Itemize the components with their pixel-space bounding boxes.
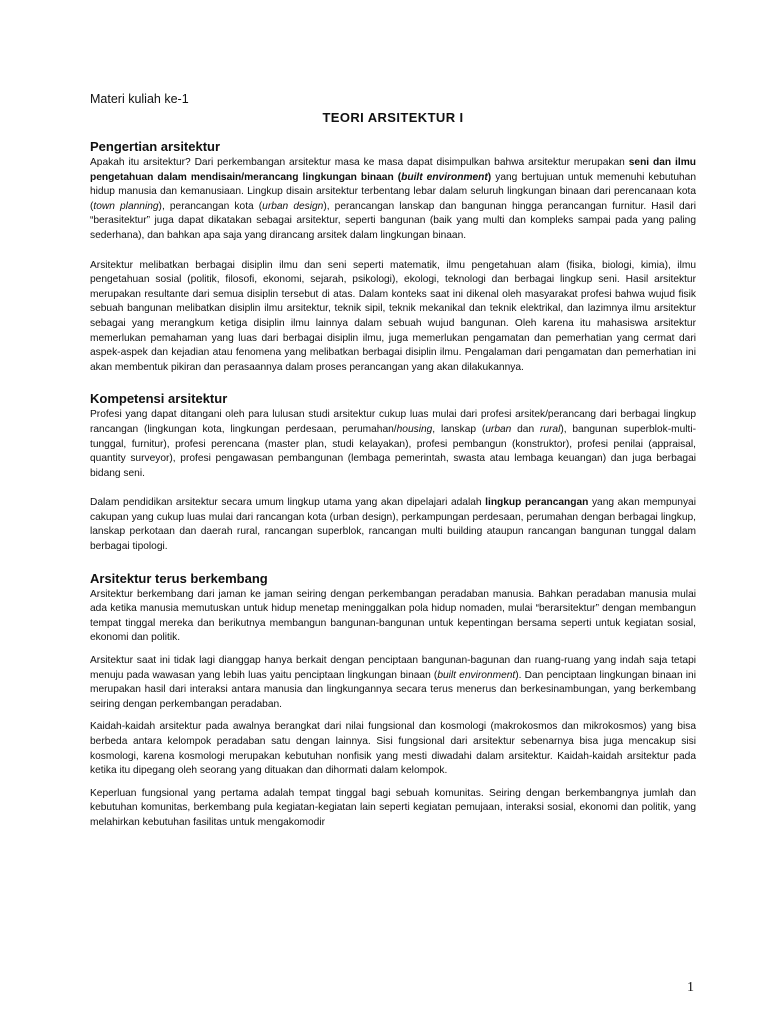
paragraph: Arsitektur berkembang dari jaman ke jaman seiring dengan perkembangan peradaban manusia. Bahkan peradaban manusia mulai ada ketika manusia memutuskan untuk hidup menetap meninggalkan pola hidup nomaden, mulai “berarsitektur” dengan membangun tempat tinggal mereka dan berikutnya membangun bangunan-bangunan untuk kepentingan bersama seperti untuk kegiatan sosial, ekonomi dan politik.: [90, 588, 696, 644]
section-heading-berkembang: Arsitektur terus berkembang: [90, 570, 268, 586]
paragraph: Arsitektur saat ini tidak lagi dianggap hanya berkait dengan penciptaan bangunan-bagunan dan ruang-ruang yang indah saja tetapi menuju pada wawasan yang lebih luas yaitu penciptaan lingkungan binaan (built environment). Dan penciptaan lingkungan binaan ini merupakan hasil dari interaksi antara manusia dan lingkungannya secara terus menerus dan berkesinambungan, yang berkembang seiring dengan perkembangan peradaban.: [90, 655, 696, 710]
section-heading-kompetensi: Kompetensi arsitektur: [90, 391, 228, 407]
page-number: 1: [687, 980, 694, 995]
section-heading-pengertian: Pengertian arsitektur: [90, 139, 221, 154]
course-kicker: Materi kuliah ke-1: [90, 92, 189, 106]
document-title: TEORI ARSITEKTUR I: [322, 110, 464, 125]
paragraph: Profesi yang dapat ditangani oleh para lulusan studi arsitektur cukup luas mulai dari profesi arsitek/perancang dari berbagai lingkup rancangan (lingkungan kota, lingkungan perdesaan, perumahan/housing, lanskap (urban dan rural), bangunan superblok-multi-tunggal, furnitur), profesi perencana (master plan, studi kelayakan), profesi pembangun (konstruktor), profesi penilai (appraisal, quantity surveyor), profesi pengawasan pembangunan (lembaga pemerintah, swasta atau lembaga keuangan) dan juga berbagai bidang seni.: [90, 409, 696, 479]
document-body: [90, 92, 696, 831]
paragraph: Apakah itu arsitektur? Dari perkembangan arsitektur masa ke masa dapat disimpulkan bahwa arsitektur merupakan seni dan ilmu pengetahuan dalam mendisain/merancang lingkungan binaan (built environment) yang bertujuan untuk memenuhi kebutuhan hidup manusia dan kemanusiaan. Lingkup disain arsitektur terbentang lebar dalam seluruh lingkungan binaan dari perencanaan kota (town planning), perancangan kota (urban design), perancangan lanskap dan bangunan hingga perancangan furnitur. Hasil dari “berasitektur” juga dapat dikatakan sebagai arsitektur, seperti bangunan (baik yang multi dan kompleks sampai pada yang paling sederhana), dan bahkan apa saja yang dirancang arsitek dalam lingkungan binaan.: [90, 157, 697, 241]
paragraph: Kaidah-kaidah arsitektur pada awalnya berangkat dari nilai fungsional dan kosmologi (makrokosmos dan mikrokosmos) yang bisa berbeda antara kelompok peradaban satu dengan lainnya. Sisi fungsional dari arsitektur sebenarnya bisa juga mencakup sisi kosmologi, karena kosmologi merupakan kebutuhan nonfisik yang mesti diwadahi dalam arsitektur. Kaidah-kaidah arsitektur pada ketika itu dipegang oleh seorang yang dituakan dan dihormati dalam kelompok.: [90, 721, 696, 777]
paragraph: Keperluan fungsional yang pertama adalah tempat tinggal bagi sebuah komunitas. Seiring dengan berkembangnya jumlah dan kebutuhan komunitas, berkembang pula kegiatan-kegiatan lain seperti kegiatan pemujaan, interaksi sosial, ekonomi dan politik, yang melahirkan kebutuhan fasilitas untuk mengakomodir: [90, 787, 696, 828]
paragraph: Arsitektur melibatkan berbagai disiplin ilmu dan seni seperti matematik, ilmu pengetahuan alam (fisika, biologi, kimia), ilmu pengetahuan sosial (politik, filosofi, ekonomi, sejarah, psikologi), ekologi, teknologi dan berbagai lingkup seni. Hasil arsitektur merupakan resultante dari semua disiplin tersebut di atas. Dalam konteks saat ini dikenal oleh masyarakat profesi bahwa wujud fisik sebuah bangunan melibatkan disiplin ilmu arsitektur, teknik sipil, teknik mekanikal dan teknik elektrikal, dan lazimnya ilmu arsitektur sebagai yang merangkum ketiga disiplin ilmu lainnya dalam sebuah wujud bangunan. Oleh karena itu mahasiswa arsitektur memerlukan pemahaman yang luas dari berbagai disiplin ilmu, juga memerlukan pengamatan dan pemerhatian yang cermat dari aspek-aspek dan kejadian atau fenomena yang melibatkan berbagai disiplin ilmu. Pengalaman dari pengamatan dan pemerhatian ini akan membentuk pikiran dan perasaannya dalam proses perancangan yang akan dilakukannya.: [90, 259, 696, 373]
paragraph: Dalam pendidikan arsitektur secara umum lingkup utama yang akan dipelajari adalah lingkup perancangan yang akan mempunyai cakupan yang cukup luas mulai dari rancangan kota (urban design), perkampungan perdesaan, perumahan dengan berbagai lingkup, lanskap perkotaan dan daerah rural, rancangan superblok, rancangan multi building ataupun rancangan bangunan tunggal dalam berbagai tipologi.: [90, 497, 696, 553]
